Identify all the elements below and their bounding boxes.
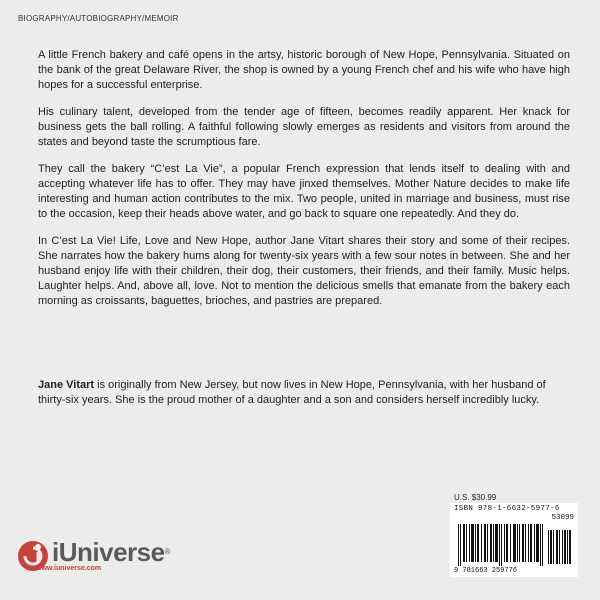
blurb-paragraph: A little French bakery and café opens in the artsy, historic borough of New Hope, Pennsylvania. Situated on the bank of the great Delaware River, the shop is owned by a young French chef and his wife who have high hopes for a successful enterprise. [38,49,570,91]
blurb-paragraph: His culinary talent, developed from the tender age of fifteen, becomes readily apparent. Her knack for business gets the ball rolling. A faithful following slowly emerges as residents and visitors from around the states and beyond taste the scrumptious fare. [38,106,570,148]
barcode-digits: 9 781663 259776 [454,567,518,575]
isbn-number: ISBN 978-1-6632-5977-6 [454,505,560,513]
author-name: Jane Vitart [38,379,95,391]
isbn-barcode [450,503,578,577]
barcode-addon-number: 53099 [551,514,574,522]
author-bio-text: is originally from New Jersey, but now lives in New Hope, Pennsylvania, with her husband of thirty-six years. She is the proud mother of a daughter and a son and considers herself incredibly lucky. [38,379,546,406]
publisher-name-text: iUniverse [52,537,165,567]
price-label: U.S. $30.99 [454,493,497,502]
blurb-paragraph: They call the bakery “C’est La Vie”, a popular French expression that lends itself to dealing with and accepting whatever life has to offer. They may have jinxed themselves. Mother Nature decides to make life interesting and human action contributes to the mix. Two people, united in marriage and business, must rise to the occasion, keep their heads above water, and go back to square one repeatedly. And they do. [38,163,570,220]
barcode-bars [456,524,572,566]
genre-label: BIOGRAPHY/AUTOBIOGRAPHY/MEMOIR [18,14,179,23]
blurb-text [38,48,570,321]
author-bio [38,378,570,408]
blurb-paragraph: In C’est La Vie! Life, Love and New Hope, author Jane Vitart shares their story and some of their recipes. She narrates how the bakery hums along for twenty-six years with a few sour notes in between. She and her husband enjoy life with their children, their dog, their customers, their friends, and their family. Music helps. Laughter helps. And, above all, love. Not to mention the delicious smells that emanate from the bakery each morning as croissants, baguettes, brioches, and pastries are prepared. [38,235,570,307]
publisher-name [52,538,170,566]
registered-mark: ® [164,547,170,556]
publisher-logo [16,538,170,572]
publisher-url: www.iuniverse.com [36,565,102,572]
